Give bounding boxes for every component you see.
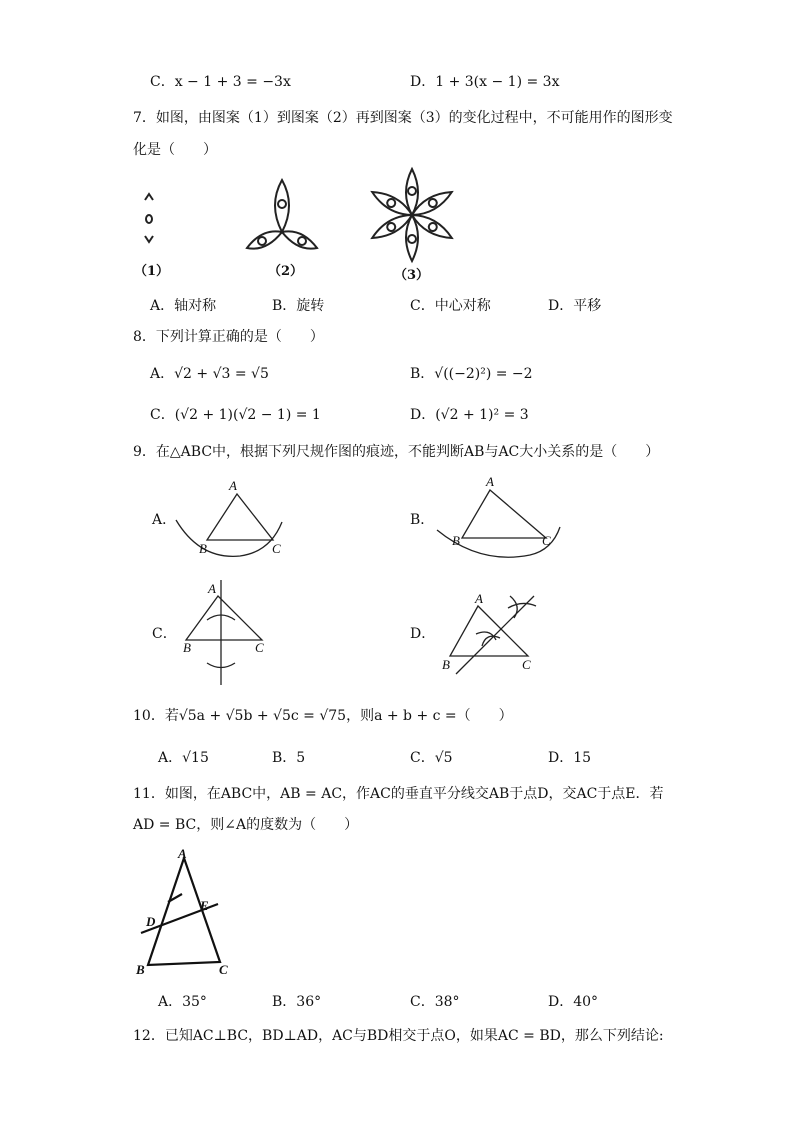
q7-option-a: A．轴对称 bbox=[150, 298, 217, 314]
q9-option-d-letter: D． bbox=[410, 626, 436, 642]
q9-b-label-c: C bbox=[542, 533, 551, 548]
q11-stem-line1: 11．如图，在ABC中，AB = AC，作AC的垂直平分线交AB于点D，交AC于点E．若 bbox=[133, 786, 664, 802]
q11-option-c: C．38° bbox=[410, 994, 460, 1010]
q9-b-label-b: B bbox=[452, 533, 460, 548]
q8-option-d: D．(√2 + 1)² = 3 bbox=[410, 407, 529, 423]
q7-figure-label-2: （2） bbox=[268, 264, 304, 279]
q10-stem: 10．若√5a + √5b + √5c = √75，则a + b + c =（ ） bbox=[133, 708, 513, 724]
q9-d-label-c: C bbox=[522, 657, 531, 672]
q7-figure-label-1: （1） bbox=[134, 264, 170, 279]
q11-label-c: C bbox=[219, 962, 228, 977]
q7-stem-line1: 7．如图，由图案（1）到图案（2）再到图案（3）的变化过程中，不可能用作的图形变 bbox=[133, 110, 673, 126]
q7-figure-label-3: （3） bbox=[394, 268, 430, 283]
q8-option-a: A．√2 + √3 = √5 bbox=[150, 366, 269, 382]
q10-option-d: D．15 bbox=[548, 750, 592, 766]
q9-d-label-a: A bbox=[475, 591, 483, 606]
q7-option-d: D．平移 bbox=[548, 298, 602, 314]
q8-stem: 8．下列计算正确的是（ ） bbox=[133, 329, 324, 345]
q6-option-c: C．x − 1 + 3 = −3x bbox=[150, 74, 291, 90]
q7-stem-line2: 化是（ ） bbox=[133, 142, 217, 158]
q9-b-label-a: A bbox=[486, 474, 494, 489]
q11-label-e: E bbox=[200, 898, 209, 913]
q9-a-label-a: A bbox=[229, 478, 237, 493]
q11-label-d: D bbox=[146, 914, 156, 929]
q7-option-c: C．中心对称 bbox=[410, 298, 491, 314]
q9-option-a-letter: A． bbox=[152, 512, 177, 528]
q11-option-a: A．35° bbox=[158, 994, 207, 1010]
q6-option-d: D．1 + 3(x − 1) = 3x bbox=[410, 74, 560, 90]
q11-option-d: D．40° bbox=[548, 994, 599, 1010]
q11-stem-line2: AD = BC，则∠A的度数为（ ） bbox=[133, 817, 359, 833]
q9-a-label-c: C bbox=[272, 541, 281, 556]
q9-d-label-b: B bbox=[442, 657, 450, 672]
q9-c-label-b: B bbox=[183, 640, 191, 655]
q9-option-c-letter: C． bbox=[152, 626, 177, 642]
q9-option-b-letter: B． bbox=[410, 512, 435, 528]
q9-c-label-c: C bbox=[255, 640, 264, 655]
q11-label-b: B bbox=[136, 962, 145, 977]
q9-stem: 9．在△ABC中，根据下列尺规作图的痕迹，不能判断AB与AC大小关系的是（ ） bbox=[133, 444, 660, 460]
q10-option-a: A．√15 bbox=[158, 750, 209, 766]
q8-option-b: B．√((−2)²) = −2 bbox=[410, 366, 533, 382]
q10-option-b: B．5 bbox=[272, 750, 306, 766]
q10-option-c: C．√5 bbox=[410, 750, 453, 766]
q11-label-a: A bbox=[178, 846, 187, 861]
q12-stem: 12．已知AC⊥BC，BD⊥AD，AC与BD相交于点O，如果AC = BD，那么下列结论: bbox=[133, 1028, 664, 1044]
q9-c-label-a: A bbox=[208, 581, 216, 596]
q9-a-label-b: B bbox=[199, 541, 207, 556]
q8-option-c: C．(√2 + 1)(√2 − 1) = 1 bbox=[150, 407, 321, 423]
q11-option-b: B．36° bbox=[272, 994, 322, 1010]
q7-option-b: B．旋转 bbox=[272, 298, 325, 314]
